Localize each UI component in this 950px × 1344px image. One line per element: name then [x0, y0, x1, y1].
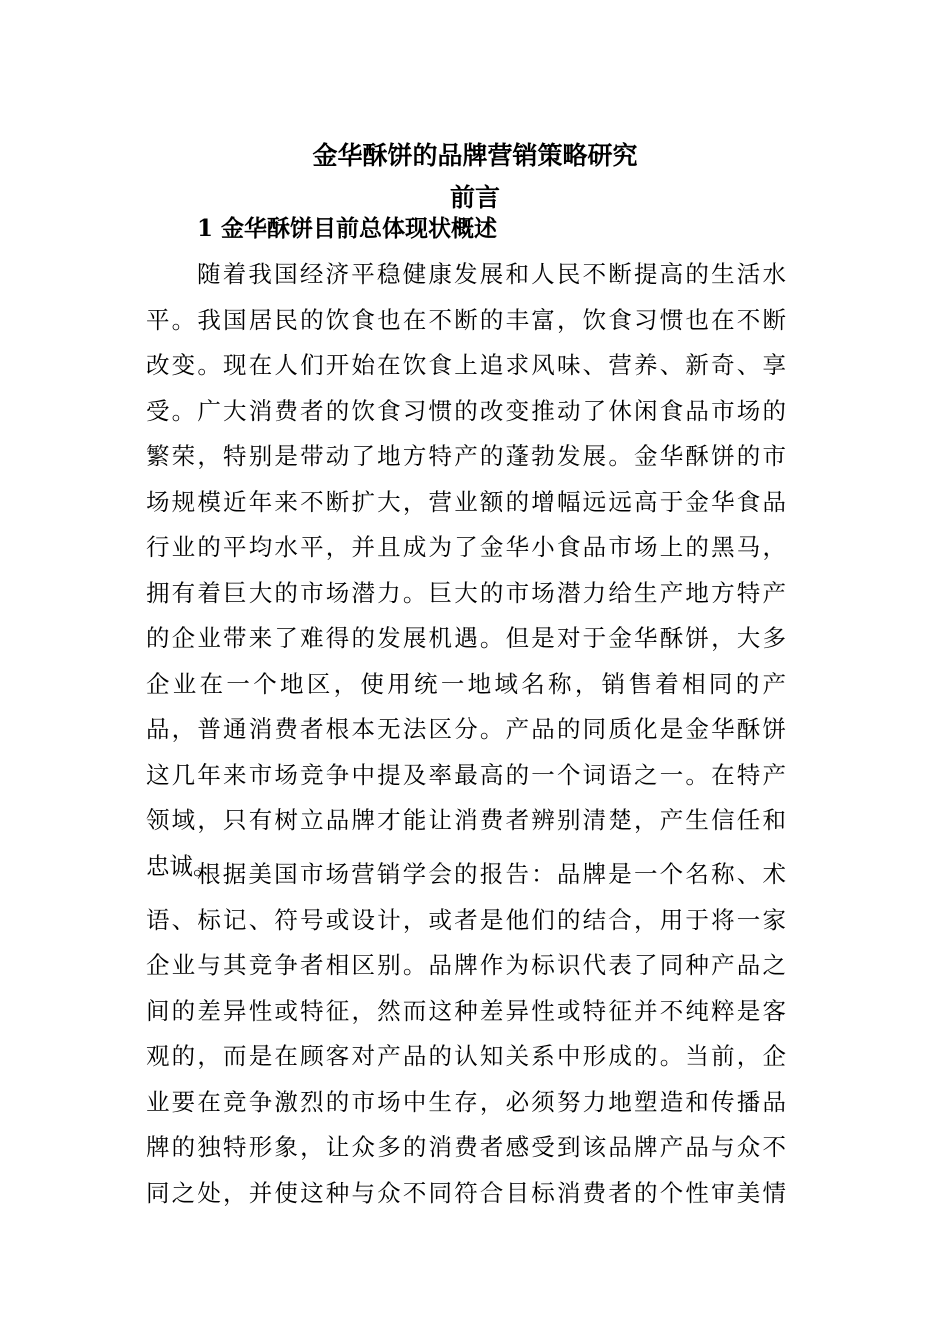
paragraph-line: 语、标记、符号或设计，或者是他们的结合，用于将一家 [146, 905, 786, 934]
paragraph-line: 随着我国经济平稳健康发展和人民不断提高的生活水 [197, 260, 786, 288]
paragraph-line: 受。广大消费者的饮食习惯的改变推动了休闲食品市场的 [146, 396, 786, 425]
paragraph-line: 拥有着巨大的市场潜力。巨大的市场潜力给生产地方特产 [146, 578, 786, 607]
document-title: 金华酥饼的品牌营销策略研究 [312, 141, 638, 170]
paragraph-line: 繁荣，特别是带动了地方特产的蓬勃发展。金华酥饼的市 [146, 442, 786, 470]
paragraph-line: 忠诚。 [146, 851, 217, 880]
paragraph-line: 改变。现在人们开始在饮食上追求风味、营养、新奇、享 [146, 351, 786, 379]
paragraph-line: 领域，只有树立品牌才能让消费者辨别清楚，产生信任和 [146, 806, 786, 834]
paragraph-2 [146, 852, 786, 1216]
paragraph-line: 场规模近年来不断扩大，营业额的增幅远远高于金华食品 [146, 487, 786, 516]
paragraph-line: 行业的平均水平，并且成为了金华小食品市场上的黑马， [146, 533, 786, 561]
paragraph-line: 企业与其竞争者相区别。品牌作为标识代表了同种产品之 [146, 951, 786, 979]
paragraph-line: 牌的独特形象，让众多的消费者感受到该品牌产品与众不 [146, 1133, 786, 1161]
section-heading: 1 金华酥饼目前总体现状概述 [197, 215, 498, 242]
paragraph-line: 平。我国居民的饮食也在不断的丰富，饮食习惯也在不断 [146, 305, 786, 334]
paragraph-line: 根据美国市场营销学会的报告：品牌是一个名称、术 [197, 860, 786, 888]
paragraph-line: 这几年来市场竞争中提及率最高的一个词语之一。在特产 [146, 760, 786, 789]
paragraph-line: 企业在一个地区，使用统一地域名称，销售着相同的产 [146, 669, 786, 698]
paragraph-line: 业要在竞争激烈的市场中生存，必须努力地塑造和传播品 [146, 1087, 786, 1116]
preface-heading: 前言 [449, 183, 500, 212]
paragraph-line: 观的，而是在顾客对产品的认知关系中形成的。当前，企 [146, 1042, 786, 1070]
paragraph-line: 间的差异性或特征，然而这种差异性或特征并不纯粹是客 [146, 996, 786, 1025]
paragraph-line: 的企业带来了难得的发展机遇。但是对于金华酥饼，大多 [146, 624, 786, 652]
paragraph-line: 品，普通消费者根本无法区分。产品的同质化是金华酥饼 [146, 715, 786, 743]
paragraph-line: 同之处，并使这种与众不同符合目标消费者的个性审美情 [146, 1178, 786, 1207]
paragraph-1 [146, 252, 786, 889]
